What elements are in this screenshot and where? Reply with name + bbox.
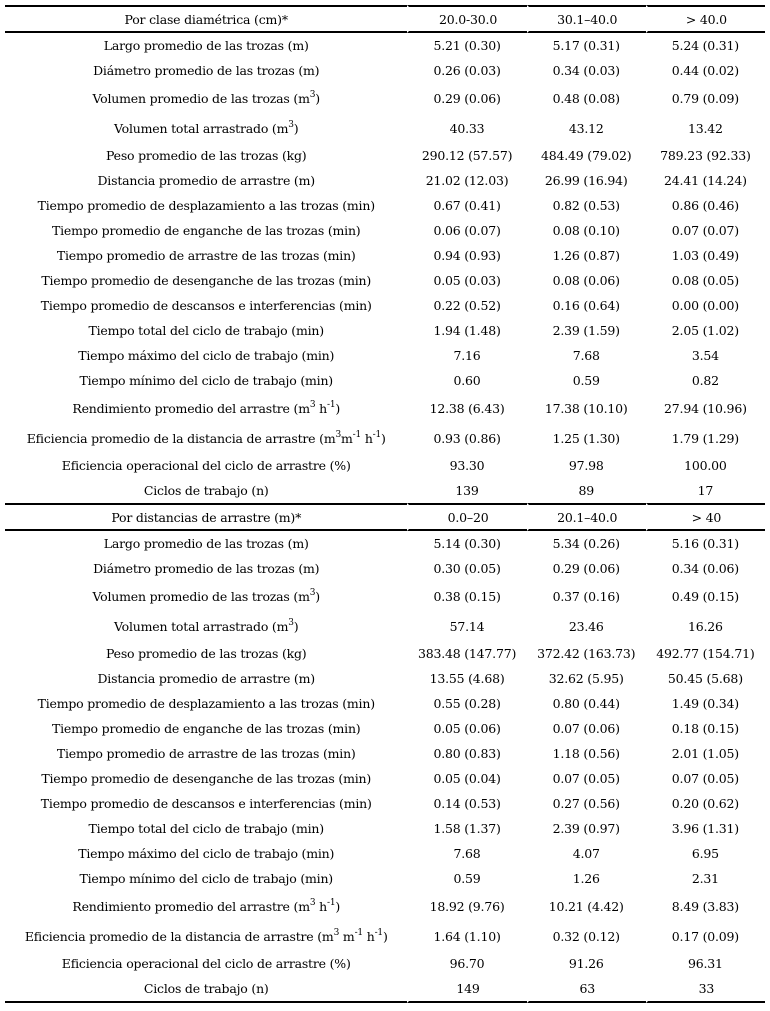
cell-value: 10.21 (4.42) [548,898,624,914]
unit-part: m [339,928,355,944]
cell-value: 6.95 [691,846,719,861]
cell-value: 0.06 (0.07) [433,223,501,238]
cell-value: 5.16 (0.31) [671,536,739,551]
cell-value: 0.86 (0.46) [671,198,739,213]
table-row [5,791,765,816]
cell-value: 1.03 (0.49) [671,248,739,263]
row-label-text: Volumen total arrastrado (m [113,120,289,136]
unit-part: ) [335,400,341,416]
cell-value: 1.26 (0.87) [552,248,620,263]
results-table-body [5,5,765,1003]
row-label-text: Largo promedio de las trozas (m) [103,536,309,551]
cell-value: 2.39 (1.59) [552,323,620,338]
row-label [5,716,407,741]
row-label-text: Ciclos de trabajo (n) [143,981,269,996]
table-row [5,766,765,791]
row-label [5,143,407,168]
table-row [5,841,765,866]
row-label [5,741,407,766]
unit-part: 3 [288,617,294,628]
section-header-row [5,503,765,531]
row-label [5,766,407,791]
row-label [5,641,407,666]
table-row [5,641,765,666]
results-table [5,5,765,1003]
unit-part: h [315,400,328,416]
row-label-text: Eficiencia operacional del ciclo de arrastre (%) [61,956,351,971]
row-label [5,293,407,318]
table-row [5,556,765,581]
row-label [5,33,407,58]
column-header: 0.0–20 [407,503,526,531]
cell-value: 5.34 (0.26) [552,536,620,551]
table-row [5,611,765,641]
row-label-text: Ciclos de trabajo (n) [143,483,269,498]
cell-value: 96.70 [449,956,485,971]
cell-value: 1.18 (0.56) [552,746,620,761]
table-row [5,866,765,891]
table-row [5,816,765,841]
cell-value: 0.27 (0.56) [552,796,620,811]
table-row [5,741,765,766]
cell-value: 96.31 [688,956,723,971]
cell-value: 0.93 (0.86) [433,430,501,446]
column-header: > 40.0 [646,5,765,33]
cell-value: 0.48 (0.08) [552,90,620,106]
cell-value: 0.34 (0.03) [552,63,620,78]
cell-value: 0.49 (0.15) [671,588,739,604]
row-label-text: Tiempo promedio de arrastre de las trozas (min) [56,746,356,761]
cell-value: 43.12 [568,120,604,136]
cell-value: 21.02 (12.03) [425,173,509,188]
cell-value: 372.42 (163.73) [537,646,636,661]
row-label [5,691,407,716]
table-row [5,976,765,1003]
row-label [5,368,407,393]
row-label-text: Rendimiento promedio del arrastre (m [72,400,310,416]
cell-value: 7.16 [453,348,481,363]
unit-part: -1 [354,927,363,938]
table-row [5,453,765,478]
cell-value: 50.45 (5.68) [667,671,743,686]
cell-value: 24.41 (14.24) [664,173,747,188]
unit-part: -1 [352,429,362,440]
row-label [5,478,407,503]
row-label-text: Volumen promedio de las trozas (m [92,90,310,106]
cell-value: 0.79 (0.09) [671,90,739,106]
unit-part: -1 [372,429,382,440]
row-label-text: Tiempo máximo del ciclo de trabajo (min) [78,348,335,363]
row-label-text: Eficiencia promedio de la distancia de arrastre (m [26,430,336,446]
row-label [5,976,407,1003]
cell-value: 0.18 (0.15) [671,721,739,736]
unit-part: 3 [309,399,316,410]
cell-value: 5.17 (0.31) [552,38,620,53]
cell-value: 3.96 (1.31) [671,821,739,836]
cell-value: 32.62 (5.95) [548,671,624,686]
row-label-text: Tiempo mínimo del ciclo de trabajo (min) [79,871,333,886]
cell-value: 5.24 (0.31) [671,38,739,53]
cell-value: 0.80 (0.44) [552,696,620,711]
unit-part: 3 [333,927,340,938]
cell-value: 0.22 (0.52) [433,298,501,313]
row-label [5,531,407,556]
row-label-text: Rendimiento promedio del arrastre (m [72,898,310,914]
row-label [5,921,407,951]
unit-part: -1 [327,897,336,908]
cell-value: 1.79 (1.29) [671,430,739,446]
cell-value: 17.38 (10.10) [544,400,628,416]
cell-value: 0.30 (0.05) [433,561,501,576]
row-label [5,268,407,293]
cell-value: 40.33 [449,120,485,136]
cell-value: 1.58 (1.37) [433,821,501,836]
cell-value: 2.31 [691,871,719,886]
table-row [5,318,765,343]
cell-value: 0.29 (0.06) [433,90,501,106]
table-row [5,716,765,741]
unit-part: m [341,430,353,446]
cell-value: 0.17 (0.09) [671,928,739,944]
unit-part: 3 [309,897,316,908]
cell-value: 5.21 (0.30) [433,38,501,53]
cell-value: 484.49 (79.02) [540,148,632,163]
row-label-text: Distancia promedio de arrastre (m) [97,671,315,686]
section-header-row [5,5,765,33]
cell-value: 0.32 (0.12) [552,928,620,944]
row-label [5,343,407,368]
unit-part: 3 [288,119,294,130]
row-label [5,841,407,866]
cell-value: 93.30 [449,458,485,473]
cell-value: 23.46 [568,618,604,634]
cell-value: 26.99 (16.94) [544,173,628,188]
row-label [5,218,407,243]
row-label-text: Largo promedio de las trozas (m) [103,38,309,53]
cell-value: 2.05 (1.02) [671,323,739,338]
row-label-text: Diámetro promedio de las trozas (m) [93,63,320,78]
cell-value: 97.98 [568,458,604,473]
cell-value: 0.29 (0.06) [552,561,620,576]
row-label [5,791,407,816]
cell-value: 0.14 (0.53) [433,796,501,811]
cell-value: 1.94 (1.48) [433,323,501,338]
unit-part: -1 [374,927,383,938]
cell-value: 2.01 (1.05) [671,746,739,761]
cell-value: 0.05 (0.03) [433,273,501,288]
row-label [5,666,407,691]
table-row [5,218,765,243]
cell-value: 0.07 (0.06) [552,721,620,736]
row-label-text: Tiempo promedio de desenganche de las trozas (min) [41,273,372,288]
row-label-text: Tiempo total del ciclo de trabajo (min) [88,821,324,836]
row-label-text: Tiempo promedio de descansos e interferencias (min) [40,796,372,811]
row-label-text: Tiempo promedio de desplazamiento a las trozas (min) [37,198,375,213]
row-label-text: Distancia promedio de arrastre (m) [97,173,315,188]
cell-value: 383.48 (147.77) [417,646,517,661]
row-label [5,83,407,113]
row-label [5,193,407,218]
row-label-text: Tiempo promedio de enganche de las trozas (min) [51,223,361,238]
unit-part: 3 [335,429,342,440]
unit-part: h [361,430,373,446]
cell-value: 27.94 (10.96) [664,400,747,416]
unit-part: ) [315,588,320,604]
section-header-label: Por distancias de arrastre (m)* [5,503,407,531]
cell-value: 18.92 (9.76) [429,898,505,914]
cell-value: 789.23 (92.33) [660,148,751,163]
table-row [5,168,765,193]
column-header: 20.0-30.0 [407,5,526,33]
cell-value: 0.80 (0.83) [433,746,501,761]
cell-value: 0.82 [691,373,719,388]
cell-value: 7.68 [572,348,600,363]
cell-value: 0.05 (0.04) [433,771,501,786]
row-label [5,816,407,841]
table-row [5,666,765,691]
cell-value: 1.64 (1.10) [433,928,501,944]
cell-value: 0.16 (0.64) [552,298,620,313]
cell-value: 0.67 (0.41) [433,198,501,213]
cell-value: 492.77 (154.71) [656,646,755,661]
cell-value: 0.94 (0.93) [433,248,501,263]
table-row [5,343,765,368]
cell-value: 16.26 [688,618,723,634]
cell-value: 7.68 [453,846,481,861]
unit-part: ) [293,618,299,634]
cell-value: 4.07 [572,846,600,861]
table-row [5,33,765,58]
cell-value: 1.25 (1.30) [552,430,620,446]
row-label-text: Tiempo promedio de desenganche de las trozas (min) [41,771,372,786]
cell-value: 0.07 (0.05) [552,771,620,786]
cell-value: 0.59 [453,871,481,886]
column-header: 30.1–40.0 [527,5,646,33]
cell-value: 0.26 (0.03) [433,63,501,78]
cell-value: 0.05 (0.06) [433,721,501,736]
row-label-text: Peso promedio de las trozas (kg) [105,646,307,661]
row-label-text: Eficiencia promedio de la distancia de arrastre (m [24,928,334,944]
unit-part: -1 [327,399,336,410]
table-row [5,478,765,503]
table-row [5,921,765,951]
row-label-text: Volumen promedio de las trozas (m [92,588,310,604]
row-label-text: Diámetro promedio de las trozas (m) [93,561,320,576]
cell-value: 0.55 (0.28) [433,696,501,711]
table-row [5,83,765,113]
table-row [5,581,765,611]
cell-value: 0.08 (0.06) [552,273,620,288]
cell-value: 0.00 (0.00) [671,298,739,313]
row-label-text: Tiempo promedio de descansos e interferencias (min) [40,298,372,313]
cell-value: 0.60 [453,373,481,388]
cell-value: 0.59 [572,373,600,388]
table-row [5,113,765,143]
cell-value: 2.39 (0.97) [552,821,620,836]
unit-part: ) [293,120,299,136]
unit-part: ) [381,430,386,446]
cell-value: 12.38 (6.43) [429,400,505,416]
cell-value: 290.12 (57.57) [421,148,513,163]
table-row [5,423,765,453]
row-label-text: Tiempo máximo del ciclo de trabajo (min) [78,846,335,861]
row-label-text: Peso promedio de las trozas (kg) [105,148,307,163]
table-row [5,368,765,393]
column-header: 20.1–40.0 [527,503,646,531]
section-header-label: Por clase diamétrica (cm)* [5,5,407,33]
row-label [5,113,407,143]
row-label [5,581,407,611]
row-label [5,556,407,581]
unit-part: 3 [309,89,316,100]
column-header: > 40 [646,503,765,531]
row-label [5,951,407,976]
unit-part: ) [335,898,341,914]
row-label-text: Tiempo promedio de enganche de las trozas (min) [51,721,361,736]
cell-value: 33 [646,976,765,1003]
cell-value: 0.07 (0.05) [671,771,739,786]
row-label [5,866,407,891]
table-row [5,268,765,293]
cell-value: 89 [578,483,594,498]
cell-value: 1.26 [572,871,600,886]
cell-value: 0.37 (0.16) [552,588,620,604]
cell-value: 0.38 (0.15) [433,588,501,604]
cell-value: 149 [407,976,526,1003]
cell-value: 91.26 [568,956,604,971]
row-label [5,243,407,268]
row-label-text: Eficiencia operacional del ciclo de arrastre (%) [61,458,351,473]
cell-value: 8.49 (3.83) [671,898,739,914]
table-row [5,691,765,716]
cell-value: 17 [697,483,714,498]
row-label-text: Tiempo total del ciclo de trabajo (min) [88,323,324,338]
cell-value: 0.20 (0.62) [671,796,739,811]
cell-value: 100.00 [684,458,727,473]
cell-value: 1.49 (0.34) [671,696,739,711]
row-label [5,891,407,921]
table-row [5,951,765,976]
cell-value: 5.14 (0.30) [433,536,501,551]
cell-value: 0.08 (0.10) [552,223,620,238]
row-label [5,168,407,193]
row-label [5,393,407,423]
unit-part: 3 [309,587,316,598]
row-label-text: Tiempo promedio de arrastre de las trozas (min) [56,248,356,263]
table-row [5,531,765,556]
cell-value: 0.08 (0.05) [671,273,739,288]
unit-part: h [315,898,328,914]
cell-value: 3.54 [691,348,719,363]
cell-value: 57.14 [449,618,485,634]
table-row [5,393,765,423]
cell-value: 0.07 (0.07) [671,223,739,238]
cell-value: 139 [455,483,479,498]
unit-part: ) [315,90,320,106]
table-row [5,243,765,268]
cell-value: 13.42 [688,120,723,136]
cell-value: 0.82 (0.53) [552,198,620,213]
row-label-text: Tiempo promedio de desplazamiento a las trozas (min) [37,696,375,711]
row-label-text: Volumen total arrastrado (m [113,618,289,634]
cell-value: 63 [527,976,646,1003]
table-row [5,891,765,921]
cell-value: 0.44 (0.02) [671,63,739,78]
table-row [5,293,765,318]
row-label-text: Tiempo mínimo del ciclo de trabajo (min) [79,373,333,388]
table-row [5,143,765,168]
table-row [5,193,765,218]
row-label [5,58,407,83]
row-label [5,611,407,641]
row-label [5,453,407,478]
cell-value: 0.34 (0.06) [671,561,739,576]
table-row [5,58,765,83]
unit-part: h [362,928,375,944]
cell-value: 13.55 (4.68) [429,671,505,686]
row-label [5,423,407,453]
row-label [5,318,407,343]
unit-part: ) [382,928,388,944]
